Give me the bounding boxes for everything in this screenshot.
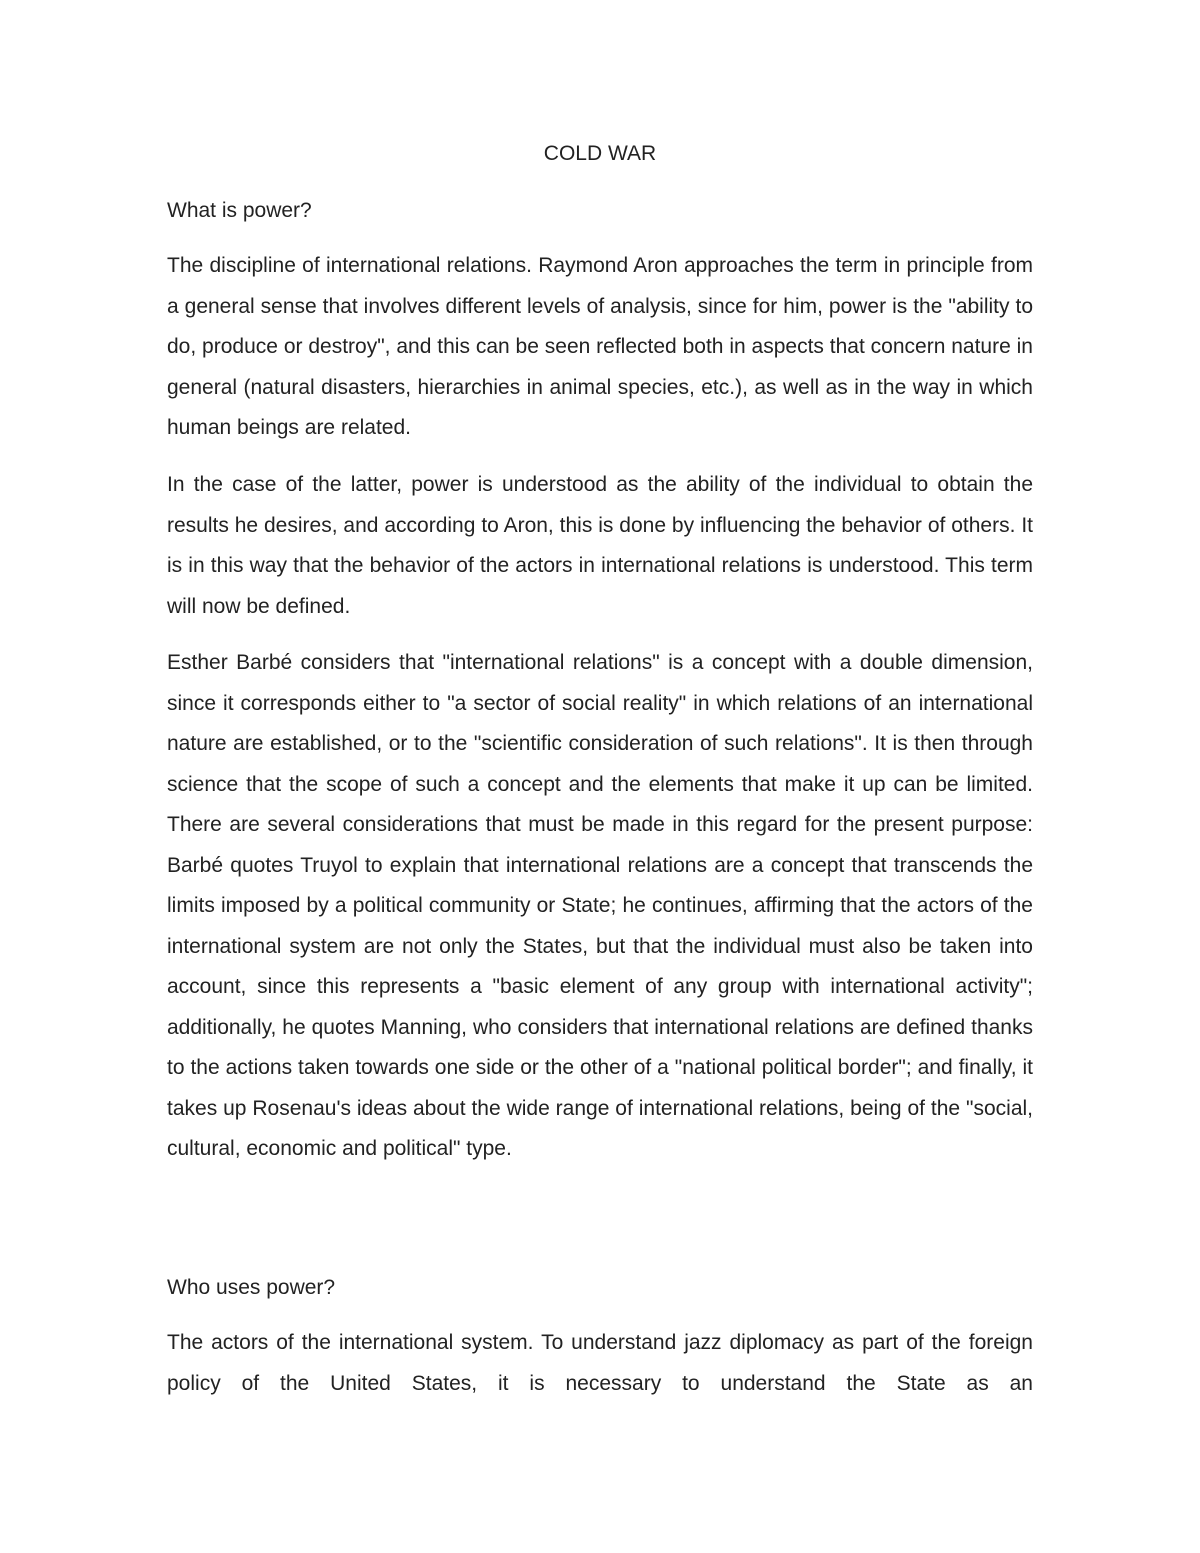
section-heading-what-is-power: What is power? bbox=[167, 199, 312, 222]
document-title: COLD WAR bbox=[543, 142, 657, 165]
paragraph-actors: The actors of the international system. To understand jazz diplomacy as part of the foreign policy of the United States, it is necessary to understand the State as an bbox=[167, 1331, 1033, 1395]
paragraph-latter: In the case of the latter, power is understood as the ability of the individual to obtain the results he desires, and according to Aron, this is done by influencing the behavior of others. It is in this way that the behavior of the actors in international relations is understood. This term will now be defined. bbox=[167, 473, 1033, 618]
section-heading-who-uses-power: Who uses power? bbox=[167, 1276, 336, 1299]
paragraph-discipline: The discipline of international relations. Raymond Aron approaches the term in principle from a general sense that involves different levels of analysis, since for him, power is the "ability to do, produce or destroy", and this can be seen reflected both in aspects that concern nature in general (natural disasters, hierarchies in animal species, etc.), as well as in the way in which human beings are related. bbox=[167, 254, 1033, 439]
paragraph-barbe: Esther Barbé considers that "international relations" is a concept with a double dimension, since it corresponds either to "a sector of social reality" in which relations of an international nature are established, or to the "scientific consideration of such relations". It is then through science that the scope of such a concept and the elements that make it up can be limited. There are several considerations that must be made in this regard for the present purpose: Barbé quotes Truyol to explain that international relations are a concept that transcends the limits imposed by a political community or State; he continues, affirming that the actors of the international system are not only the States, but that the individual must also be taken into account, since this represents a "basic element of any group with international activity"; additionally, he quotes Manning, who considers that international relations are defined thanks to the actions taken towards one side or the other of a "national political border"; and finally, it takes up Rosenau's ideas about the wide range of international relations, being of the "social, cultural, economic and political" type. bbox=[167, 651, 1033, 1160]
